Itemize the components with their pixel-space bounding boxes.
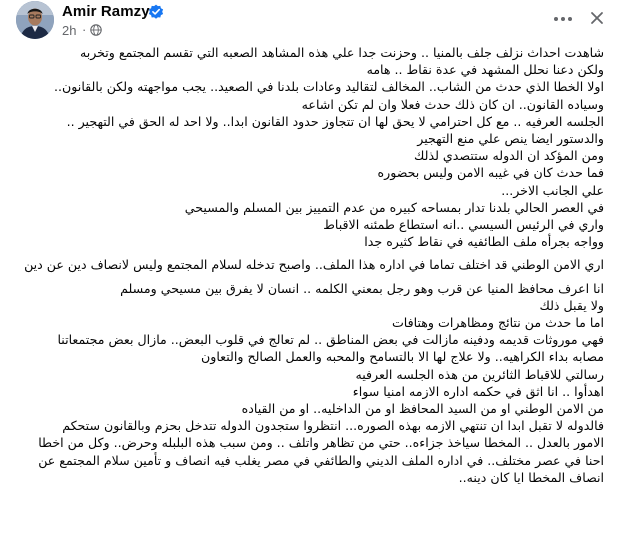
post-line: والدستور ايضا ينص علي منع التهجير <box>417 131 604 147</box>
post-header <box>0 0 617 44</box>
post-line: فالدوله لا تقبل ابدا ان تنتهي الازمه بهذه الصوره... انتظروا ستجدون الدوله تتدخل بحزم وبالقانون ستحكم <box>62 418 604 434</box>
post-line: واري في الرئيس السيسي ..انه استطاع طمئنه الاقباط <box>323 217 604 233</box>
post-line: احنا في عصر مختلف.. في اداره الملف الديني والطائفي في مصر يغلب فيه انصاف و تأمين سلام المجتمع عن <box>38 452 604 468</box>
post-line: ولا يقبل ذلك <box>539 297 604 313</box>
post-line: من الامن الوطني او من السيد المحافظ او من الداخليه.. او من القياده <box>241 401 604 417</box>
post-line: علي الجانب الاخر... <box>501 182 604 198</box>
post-line: فما حدث كان في غيبه الامن وليس بحضوره <box>377 165 604 181</box>
post-line: اهدأوا .. انا اثق في حكمه اداره الازمه امنيا سواء <box>352 383 604 399</box>
post-line: انا اعرف محافظ المنيا عن قرب وهو رجل بمعني الكلمه .. انسان لا يفرق بين مسيحي ومسلم <box>120 280 604 296</box>
globe-icon[interactable] <box>90 24 102 36</box>
post-line: شاهدت احداث نزلف جلف بالمنيا .. وحزنت جدا علي هذه المشاهد الصعبه التي تقسم المجتمع وتخربه <box>79 45 604 60</box>
post-line: مصابه بداء الكراهيه.. ولا علاج لها الا بالتسامح والمحبه والعمل الصالح والتعاون <box>201 349 604 365</box>
post-line: رسالتي للاقباط الثائرين من هذه الجلسه العرفيه <box>355 366 604 382</box>
close-icon[interactable] <box>590 10 604 24</box>
post-line: في العصر الحالي بلدنا تدار بمساحه كبيره من عدم التمييز بين المسلم والمسيحي <box>184 199 604 215</box>
post-line: اما ما حدث من نتائج ومظاهرات وهتافات <box>391 315 604 331</box>
post-line: ومن المؤكد ان الدوله ستتصدي لذلك <box>414 148 604 164</box>
post-line: وواجه بجرأه ملف الطائفيه في نقاط كثيره جدا <box>364 234 604 250</box>
author-name[interactable]: Amir Ramzy <box>62 3 150 20</box>
avatar-photo <box>16 1 54 39</box>
post-line: انصاف المخطا ايا كان دينه.. <box>458 469 604 485</box>
post-line: وسياده القانون.. ان كان ذلك حدث فعلا وان لم تكن اشاعه <box>301 96 604 112</box>
meta-separator: · <box>82 22 87 37</box>
avatar[interactable] <box>16 1 54 39</box>
post-line: فهي موروثات قديمه ودفينه مازالت في بعض المناطق .. لم تعالج في قلوب البعض.. مازال بعض مجتمعاتنا <box>57 332 604 348</box>
post-line: الجلسه العرفيه .. مع كل احترامي لا يحق لها ان تتجاوز حدود القانون ابدا.. ولا احد له الحق في التهجير .. <box>66 113 604 129</box>
more-options-icon[interactable] <box>552 10 574 22</box>
post-body <box>22 44 604 486</box>
post-timestamp[interactable]: 2h <box>62 23 77 38</box>
post-line: ولكن دعنا نحلل المشهد في عدة نقاط .. هامه <box>366 62 604 78</box>
post-line: اولا الخطا الذي حدث من الشاب.. المخالف لتقاليد وعادات بلدنا في الصعيد.. يجب مواجهته ولكن بالقانون.. <box>54 79 604 95</box>
post-line: اري الامن الوطني قد اختلف تماما في اداره هذا الملف.. واصبح تدخله لسلام المجتمع وليس لانصاف دين عن دين <box>24 257 604 273</box>
verified-badge-icon <box>148 4 164 20</box>
post-line: الامور بالعدل .. المخطا سياخذ جزاءه.. حتي من تظاهر واتلف .. ومن سبب هذه البلبله وحرض.. وكل من اخطا <box>38 435 604 451</box>
